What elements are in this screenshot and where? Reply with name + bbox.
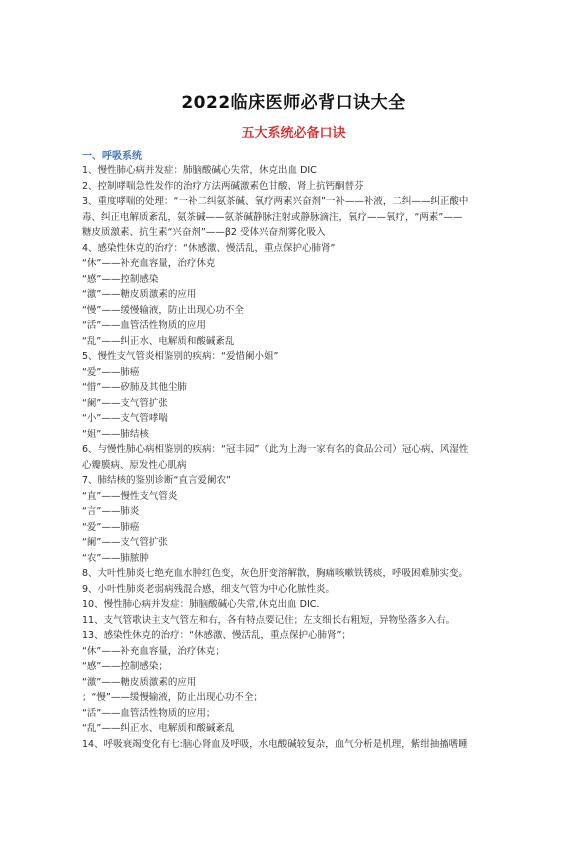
text-line: “激”——糖皮质激素的应用 [82,676,197,688]
text-line: “激”——糖皮质激素的应用 [82,289,197,300]
document-subtitle: 五大系统必备口诀 [241,126,346,141]
text-line: “慢”——缓慢输液，防止出现心功不全 [82,304,244,316]
text-line: 14、呼吸衰竭变化有七:脑心肾血及呼吸，水电酸碱较复杂，血气分析是机理，紫绀抽搐嗜睡 [82,738,468,750]
text-line: “乱”——纠正水、电解质和酸碱紊乱 [82,335,235,347]
section-heading: 一、呼吸系统 [82,151,142,162]
text-line: “阑”——支气管扩张 [82,537,168,548]
text-line: 1、慢性肺心病并发症：肺脑酸碱心失常，休克出血 DIC [82,165,317,176]
text-line: 10、慢性肺心病并发症：肺脑酸碱心失常,休克出血 DIC. [82,599,320,610]
text-line: 6、与慢性肺心病相鉴别的疾病：“冠丰园”（此为上海一家有名的食品公司）冠心病、风湿性 [82,444,469,455]
text-line: 糖皮质激素、抗生素“兴奋剂”——β2 受体兴奋剂雾化吸入 [82,227,326,238]
text-line: “活”——血管活性物质的应用； [82,707,216,719]
text-line: 11、支气管歌诀主支气管左和右，各有特点要记住；左支细长右粗短，异物坠落多入右。 [82,614,456,626]
text-line: 2、控制哮喘急性发作的治疗方法两碱激素色甘酸、肾上抗钙酮替芬 [82,180,364,192]
text-line: 8、大叶性肺炎七绝充血水肿红色变，灰色肝变溶解散，胸痛咳嗽铁锈痰，呼吸困难肺实变。 [82,568,469,579]
text-line: “惜”——矽肺及其他尘肺 [82,382,187,393]
text-line: “爱”——肺癌 [82,366,140,378]
text-line: “休”——补充血容量，治疗休克 [82,258,216,269]
text-line: 毒、纠正电解质紊乱，氨茶碱——氨茶碱静脉注射或静脉滴注，氧疗——氧疗，“两素”—— [82,211,463,223]
text-line: “姐”——肺结核 [82,428,149,440]
text-line: “感”——控制感染； [82,661,168,672]
text-line: 心瓣膜病、原发性心肌病 [82,459,187,471]
text-line: “休”——补充血容量，治疗休克； [82,645,225,657]
text-line: 7、肺结核的鉴别诊断“直言爱阑农” [82,475,231,486]
text-line: ；“慢”——缓慢输液，防止出现心功不全； [82,692,263,703]
text-line: “小”——支气管哮喘 [82,413,168,424]
text-line: 9、小叶性肺炎老弱病残混合感，细支气管为中心化脓性炎。 [82,583,336,595]
text-line: 4、感染性休克的治疗：“休感激、慢活乱，重点保护心肺肾” [82,242,336,254]
text-line: “乱”——纠正水、电解质和酸碱紊乱 [82,723,235,734]
text-line: 13、感染性休克的治疗：“休感激、慢活乱，重点保护心肺肾”； [82,630,351,641]
text-line: “爱”——肺癌 [82,521,140,533]
text-line: “言”——肺炎 [82,506,140,517]
text-line: “活”——血管活性物质的应用 [82,320,206,331]
text-line: “农”——肺脓肿 [82,552,149,564]
text-line: “阑”——支气管扩张 [82,397,168,409]
text-line: 5、慢性支气管炎相鉴别的疾病：“爱惜阑小姐” [82,351,279,362]
text-line: “感”——控制感染 [82,273,159,285]
text-line: “直”——慢性支气管炎 [82,490,178,502]
body-text [82,163,522,752]
text-line: 3、重度哮喘的处理：“一补二纠氨茶碱、氧疗两素兴奋剂”一补——补液，二纠——纠正酸中 [82,196,469,207]
document-title: 2022临床医师必背口诀大全 [181,93,406,113]
